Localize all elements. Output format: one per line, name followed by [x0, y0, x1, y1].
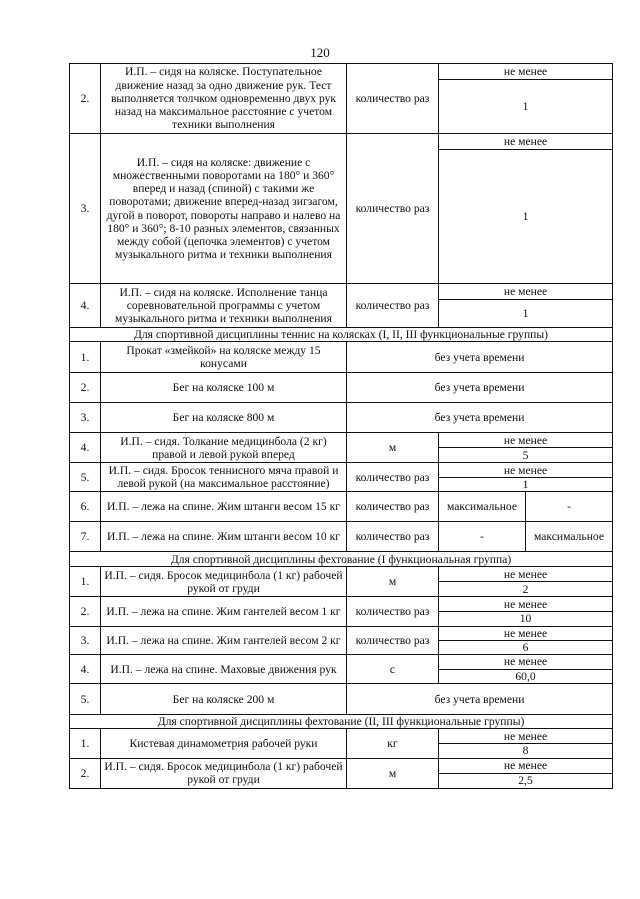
table-row [70, 522, 613, 552]
norm-value: 1 [439, 478, 613, 492]
page-number: 120 [310, 45, 330, 60]
norm-value: без учета времени [347, 373, 613, 403]
unit-cell: кг [347, 729, 439, 758]
norm-value: 2,5 [439, 773, 613, 788]
norm-value: 6 [439, 640, 613, 654]
table-row [70, 342, 613, 373]
exercise-cell: Бег на коляске 100 м [101, 373, 347, 403]
exercise-cell: И.П. – сидя. Толкание медицинбола (2 кг) правой и левой рукой вперед [101, 433, 347, 463]
unit-cell: количество раз [347, 284, 439, 328]
row-number: 4. [70, 655, 101, 684]
section-title: Для спортивной дисциплины фехтование (I функциональная группа) [70, 552, 613, 567]
norm-right-value: - [526, 492, 613, 522]
exercise-cell: И.П. – лежа на спине. Жим гантелей весом 2 кг [101, 626, 347, 654]
exercise-cell: И.П. – сидя на коляске. Поступательное движение назад за одно движение рук. Тест выполняется толчком одновременно двух рук назад на максимальное расстояние с учетом техники выполнения [101, 64, 347, 134]
norm-qualifier: не менее [439, 567, 613, 582]
norm-qualifier: не менее [439, 729, 613, 744]
norm-qualifier: не менее [439, 463, 613, 478]
unit-cell: с [347, 655, 439, 684]
table-row [70, 684, 613, 715]
exercise-cell: И.П. – лежа на спине. Жим штанги весом 10 кг [101, 522, 347, 552]
row-number: 7. [70, 522, 101, 552]
norm-value: 1 [439, 150, 613, 284]
exercise-cell: Кистевая динамометрия рабочей руки [101, 729, 347, 758]
row-number: 3. [70, 403, 101, 433]
table-row [70, 758, 613, 773]
section-header-row [70, 715, 613, 729]
table-row [70, 284, 613, 300]
unit-cell: м [347, 433, 439, 463]
exercise-cell: И.П. – лежа на спине. Жим гантелей весом 1 кг [101, 597, 347, 626]
norm-qualifier: не менее [439, 284, 613, 300]
table-row [70, 492, 613, 522]
norm-value: без учета времени [347, 403, 613, 433]
norm-value: 10 [439, 612, 613, 626]
norm-value: 60,0 [439, 670, 613, 684]
norm-value: 1 [439, 80, 613, 134]
norm-value: 8 [439, 744, 613, 758]
table-row [70, 64, 613, 80]
norm-qualifier: не менее [439, 134, 613, 150]
unit-cell: м [347, 758, 439, 788]
row-number: 3. [70, 134, 101, 284]
exercise-cell: Прокат «змейкой» на коляске между 15 конусами [101, 342, 347, 373]
table-row [70, 655, 613, 670]
table-row [70, 134, 613, 150]
table-row [70, 597, 613, 612]
section-header-row [70, 328, 613, 342]
row-number: 4. [70, 433, 101, 463]
unit-cell: м [347, 567, 439, 597]
section-header-row [70, 552, 613, 567]
norm-qualifier: не менее [439, 64, 613, 80]
row-number: 2. [70, 373, 101, 403]
table-row [70, 626, 613, 640]
norm-qualifier: не менее [439, 597, 613, 612]
exercise-cell: И.П. – сидя. Бросок медицинбола (1 кг) рабочей рукой от груди [101, 758, 347, 788]
table-row [70, 463, 613, 478]
norm-value: 1 [439, 300, 613, 328]
table-row [70, 403, 613, 433]
norm-left-value: максимальное [439, 492, 526, 522]
exercise-cell: И.П. – лежа на спине. Маховые движения рук [101, 655, 347, 684]
unit-cell: количество раз [347, 463, 439, 492]
norm-qualifier: не менее [439, 758, 613, 773]
row-number: 6. [70, 492, 101, 522]
norm-value: 5 [439, 448, 613, 463]
norm-qualifier: не менее [439, 655, 613, 670]
exercise-cell: И.П. – сидя. Бросок теннисного мяча правой и левой рукой (на максимальное расстояние) [101, 463, 347, 492]
exercise-cell: И.П. – сидя на коляске: движение с множественными поворотами на 180° и 360° вперед и назад (спиной) с такими же поворотами; движение вперед-назад зигзагом, дугой в поворот, повороты направо и налево на 180° и 360°; 8-10 разных элементов, связанных между собой (цепочка элементов) с учетом музыкального ритма и техники выполнения [101, 134, 347, 284]
norm-right-value: максимальное [526, 522, 613, 552]
row-number: 5. [70, 684, 101, 715]
row-number: 2. [70, 758, 101, 788]
exercise-cell: Бег на коляске 800 м [101, 403, 347, 433]
row-number: 2. [70, 597, 101, 626]
norm-qualifier: не менее [439, 433, 613, 448]
exercise-cell: Бег на коляске 200 м [101, 684, 347, 715]
row-number: 1. [70, 729, 101, 758]
unit-cell: количество раз [347, 626, 439, 654]
exercise-cell: И.П. – лежа на спине. Жим штанги весом 15 кг [101, 492, 347, 522]
table-row [70, 373, 613, 403]
table-row [70, 567, 613, 582]
exercise-cell: И.П. – сидя. Бросок медицинбола (1 кг) рабочей рукой от груди [101, 567, 347, 597]
norm-qualifier: не менее [439, 626, 613, 640]
row-number: 1. [70, 342, 101, 373]
section-title: Для спортивной дисциплины теннис на колясках (I, II, III функциональные группы) [70, 328, 613, 342]
unit-cell: количество раз [347, 597, 439, 626]
norm-value: без учета времени [347, 684, 613, 715]
row-number: 5. [70, 463, 101, 492]
exercise-cell: И.П. – сидя на коляске. Исполнение танца соревновательной программы с учетом музыкального ритма и техники выполнения [101, 284, 347, 328]
row-number: 1. [70, 567, 101, 597]
table-row [70, 729, 613, 744]
norm-value: без учета времени [347, 342, 613, 373]
norm-value: 2 [439, 582, 613, 597]
unit-cell: количество раз [347, 492, 439, 522]
norms-table [69, 63, 613, 789]
norm-left-value: - [439, 522, 526, 552]
row-number: 2. [70, 64, 101, 134]
unit-cell: количество раз [347, 64, 439, 134]
unit-cell: количество раз [347, 522, 439, 552]
section-title: Для спортивной дисциплины фехтование (II, III функциональные группы) [70, 715, 613, 729]
unit-cell: количество раз [347, 134, 439, 284]
row-number: 3. [70, 626, 101, 654]
row-number: 4. [70, 284, 101, 328]
table-row [70, 433, 613, 448]
